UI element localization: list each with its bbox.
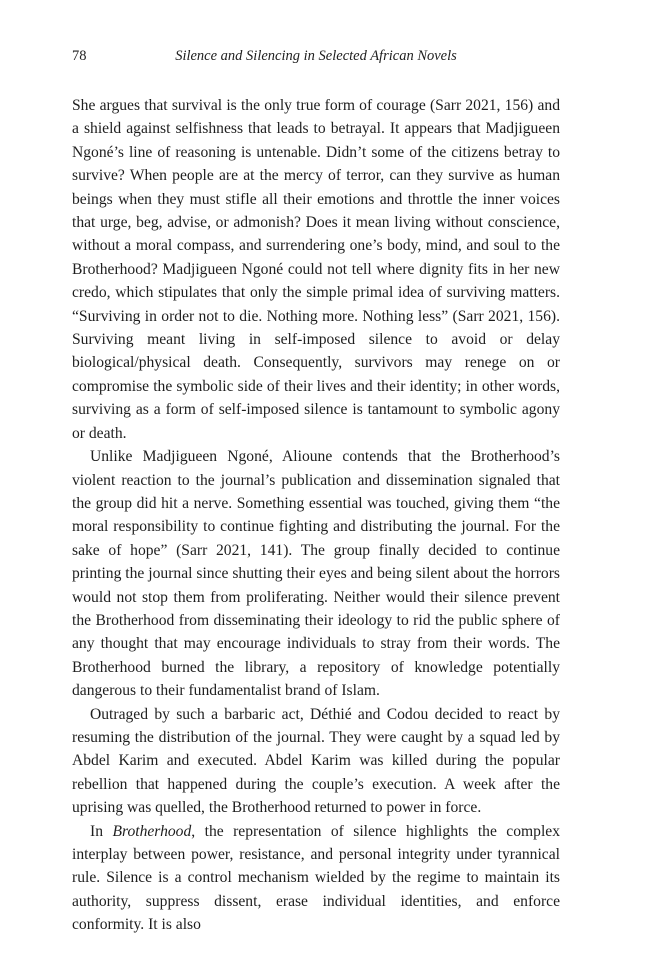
paragraph-3 xyxy=(72,703,560,820)
paragraph-text: Outraged by such a barbaric act, Déthié and Codou decided to react by resuming the distribution of the journal. They were caught by a squad led by Abdel Karim and executed. Abdel Karim was killed during the popular rebellion that happened during the couple’s execution. A week after the uprising was quelled, the Brotherhood returned to power in force. xyxy=(72,705,560,817)
paragraph-1 xyxy=(72,94,560,445)
paragraph-2 xyxy=(72,445,560,702)
running-title: Silence and Silencing in Selected African Novels xyxy=(175,48,457,64)
paragraph-text: She argues that survival is the only true form of courage (Sarr 2021, 156) and a shield against selfishness that leads to betrayal. It appears that Madjigueen Ngoné’s line of reasoning is untenable. Didn’t some of the citizens betray to survive? When people are at the mercy of terror, can they survive as human beings when they must stifle all their emotions and throttle the inner voices that urge, beg, advise, or admonish? Does it mean living without conscience, without a moral compass, and surrendering one’s body, mind, and soul to the Brotherhood? Madjigueen Ngoné could not tell where dignity fits in her new credo, which stipulates that only the simple primal idea of surviving matters. “Surviving in order not to die. Nothing more. Nothing less” (Sarr 2021, 156). Surviving meant living in self-imposed silence to avoid or delay biological/physical death. Consequently, survivors may renege on or compromise the symbolic side of their lives and their identity; in other words, surviving as a form of self-imposed silence is tantamount to symbolic agony or death. xyxy=(72,97,560,442)
paragraph-4 xyxy=(72,820,560,937)
running-header xyxy=(72,44,560,68)
book-title-italic: Brotherhood xyxy=(112,822,192,840)
book-page xyxy=(72,44,560,937)
page-number: 78 xyxy=(72,48,87,64)
paragraph-text: In xyxy=(90,822,113,840)
paragraph-text: Unlike Madjigueen Ngoné, Alioune contends that the Brotherhood’s violent reaction to the journal’s publication and dissemination signaled that the group did hit a nerve. Something essential was touched, giving them “the moral responsibility to continue fighting and distributing the journal. For the sake of hope” (Sarr 2021, 141). The group finally decided to continue printing the journal since shutting their eyes and being silent about the horrors would not stop them from proliferating. Neither would their silence prevent the Brotherhood from disseminating their ideology to rid the public sphere of any thought that may encourage individuals to stray from their words. The Brotherhood burned the library, a repository of knowledge potentially dangerous to their fundamentalist brand of Islam. xyxy=(72,448,560,700)
body-text xyxy=(72,94,560,937)
paragraph-text: , the representation of silence highlights the complex interplay between power, resistance, and personal integrity under tyrannical rule. Silence is a control mechanism wielded by the regime to maintain its authority, suppress dissent, erase individual identities, and enforce conformity. It is also xyxy=(72,822,561,934)
